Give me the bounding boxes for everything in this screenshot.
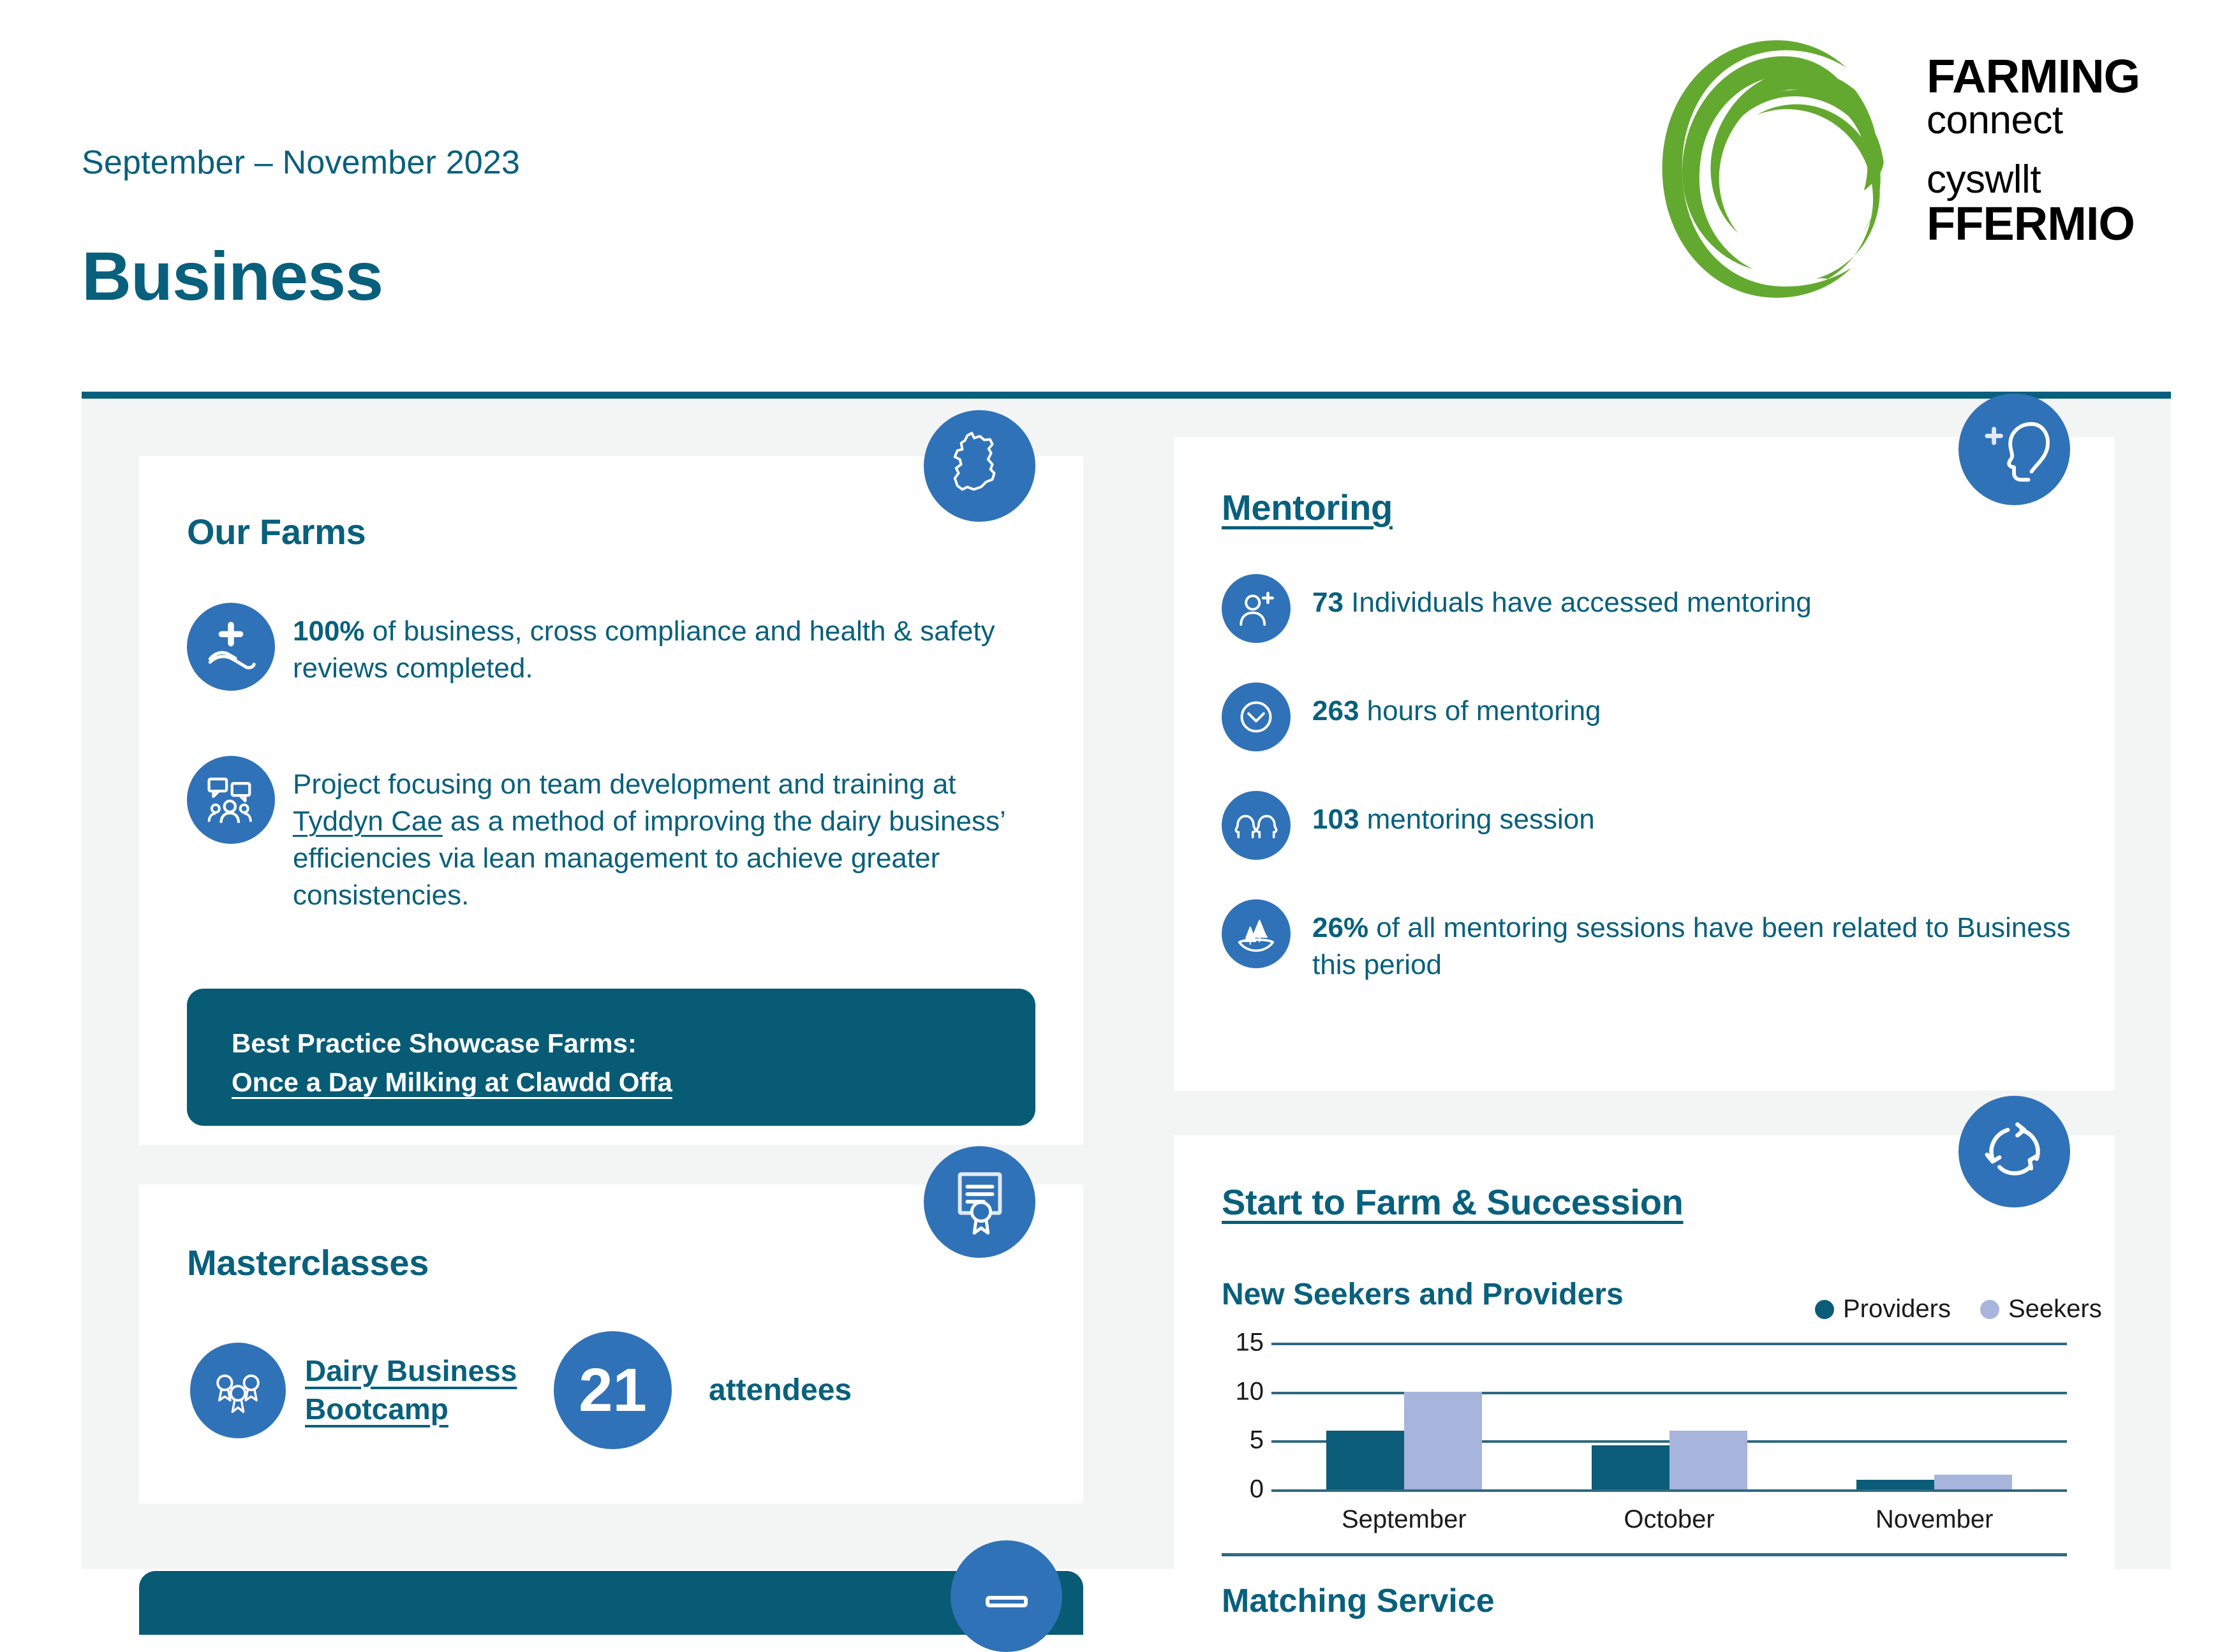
green-swirl-ring-logo-icon	[1652, 35, 1901, 303]
our-farms-item-2-link[interactable]: Tyddyn Cae	[293, 806, 443, 837]
chart-y-tick: 10	[1235, 1377, 1264, 1406]
logo-wordmark	[1927, 50, 2182, 250]
mentoring-item-4	[1222, 899, 2115, 984]
our-farms-item-2	[187, 756, 1048, 914]
our-farms-title: Our Farms	[187, 512, 366, 552]
banner-link[interactable]: Once a Day Milking at Clawdd Offa	[232, 1066, 672, 1097]
mentoring-card	[1174, 437, 2115, 1091]
mentoring-item-1	[1222, 574, 2077, 643]
chart-bar-group	[1537, 1343, 1802, 1489]
farming-connect-logo	[1652, 35, 2169, 303]
legend-dot-providers	[1815, 1300, 1834, 1319]
chart-title: New Seekers and Providers	[1222, 1278, 1624, 1311]
mentoring-item-1-text	[1312, 574, 1812, 621]
chart-bar-providers	[1856, 1480, 1934, 1489]
our-farms-item-1-lead: 100%	[293, 616, 365, 647]
chart-bar-group	[1802, 1343, 2067, 1489]
chart-bar-seekers	[1670, 1431, 1747, 1489]
best-practice-banner[interactable]	[187, 989, 1035, 1126]
hand-plus-health-icon	[187, 603, 275, 691]
mentoring-item-2-text	[1312, 682, 1601, 730]
legend-label-providers: Providers	[1843, 1295, 1951, 1323]
legend-item-seekers	[1980, 1295, 2102, 1324]
succession-title: Start to Farm & Succession	[1222, 1182, 1684, 1222]
bottom-left-banner[interactable]	[139, 1571, 1083, 1635]
mentoring-item-3-text	[1312, 791, 1595, 838]
mentoring-title: Mentoring	[1222, 487, 1393, 527]
person-plus-icon	[1222, 574, 1291, 643]
legend-item-providers	[1815, 1295, 1951, 1324]
chart-y-tick: 0	[1249, 1475, 1264, 1503]
mentoring-item-1-body: Individuals have accessed mentoring	[1343, 587, 1812, 618]
reporting-period: September – November 2023	[82, 144, 521, 181]
masterclasses-card	[139, 1184, 1083, 1503]
succession-card	[1174, 1135, 2115, 1633]
attendees-label: attendees	[709, 1373, 852, 1407]
our-farms-item-2-post: as a method of improving the dairy business’ efficiencies via lean management to achieve greater consistencies.	[293, 806, 1005, 911]
mentoring-item-2	[1222, 682, 2077, 751]
mentoring-item-3-body: mentoring session	[1359, 804, 1595, 835]
chart-y-tick: 15	[1235, 1328, 1264, 1357]
mentoring-item-4-lead: 26%	[1312, 912, 1369, 943]
chart-bar-providers	[1592, 1445, 1670, 1489]
mentoring-item-1-lead: 73	[1312, 587, 1344, 618]
bottom-left-badge-icon	[951, 1540, 1062, 1652]
wales-map-icon	[924, 410, 1035, 522]
logo-line-ffermio: FFERMIO	[1927, 196, 2135, 250]
our-farms-item-1	[187, 603, 1035, 691]
our-farms-item-1-body: of business, cross compliance and health & safety reviews completed.	[293, 616, 995, 684]
chart-gridline	[1271, 1489, 2067, 1492]
certificate-icon	[924, 1146, 1035, 1258]
page-title: Business	[82, 237, 383, 314]
chart-x-axis-labels	[1271, 1505, 2067, 1534]
team-discussion-icon	[187, 756, 275, 844]
chart-bars	[1271, 1343, 2067, 1489]
matching-service-title: Matching Service	[1222, 1582, 1495, 1619]
clock-icon	[1222, 682, 1291, 751]
our-farms-card	[139, 456, 1083, 1145]
logo-line-farming: FARMING	[1927, 50, 2140, 103]
banner-line-1: Best Practice Showcase Farms:	[232, 1028, 637, 1058]
chart-bar-seekers	[1934, 1475, 2012, 1489]
content-area	[82, 399, 2171, 1619]
mentoring-item-4-body: of all mentoring sessions have been related to Business this period	[1312, 912, 2071, 981]
chart-y-tick: 5	[1249, 1426, 1264, 1454]
chart-x-label: November	[1875, 1505, 1994, 1533]
trees-landscape-icon	[1222, 899, 1291, 968]
chart-x-label: September	[1342, 1505, 1467, 1533]
mentoring-item-2-body: hours of mentoring	[1359, 695, 1601, 726]
header-divider	[82, 392, 2171, 399]
chart-legend	[1815, 1295, 2102, 1324]
new-seekers-providers-chart	[1222, 1328, 2067, 1503]
legend-label-seekers: Seekers	[2008, 1295, 2102, 1323]
mentoring-item-4-text	[1312, 899, 2115, 984]
chart-bar-seekers	[1404, 1392, 1482, 1489]
chart-bar-providers	[1326, 1431, 1404, 1489]
logo-line-connect: connect	[1927, 98, 2063, 143]
logo-line-cyswllt: cyswllt	[1927, 158, 2041, 202]
our-farms-item-2-pre: Project focusing on team development and training at	[293, 769, 956, 800]
our-farms-item-1-text	[293, 603, 1035, 687]
award-rosettes-icon	[190, 1343, 286, 1438]
section-divider	[1222, 1553, 2067, 1556]
our-farms-item-2-text	[293, 756, 1048, 914]
legend-dot-seekers	[1980, 1300, 1999, 1319]
mentoring-item-3-lead: 103	[1312, 804, 1359, 835]
attendee-count-badge: 21	[554, 1331, 672, 1449]
masterclasses-title: Masterclasses	[187, 1243, 429, 1283]
masterclasses-row	[190, 1331, 1039, 1449]
mentoring-item-3	[1222, 791, 2077, 860]
head-plus-mentor-icon	[1958, 394, 2070, 505]
mentoring-item-2-lead: 263	[1312, 695, 1359, 726]
chart-x-label: October	[1624, 1505, 1715, 1533]
cycle-arrows-icon	[1958, 1096, 2070, 1207]
two-heads-icon	[1222, 791, 1291, 860]
chart-bar-group	[1271, 1343, 1537, 1489]
page-header	[0, 0, 2236, 395]
masterclass-link[interactable]: Dairy Business Bootcamp	[305, 1353, 517, 1426]
